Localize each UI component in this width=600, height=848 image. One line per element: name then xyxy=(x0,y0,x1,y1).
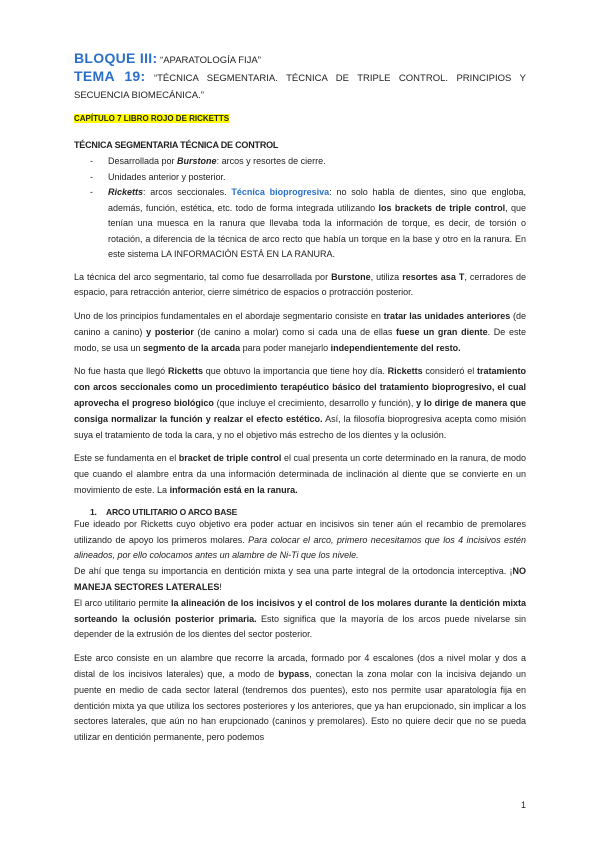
bullet-item: - Desarrollada por Burstone: arcos y resortes de cierre. xyxy=(74,154,526,170)
paragraph-ricketts: No fue hasta que llegó Ricketts que obtuvo la importancia que tiene hoy día. Ricketts consideró el tratamiento con arcos seccionales como un procedimiento terapéutico básico del tratamiento bioprogresivo, el cual aprovecha el progreso biológico (que incluye el crecimiento, desarrollo y función), y lo dirige de manera que consiga normalizar la función y realzar el efecto estético. Así, la filosofía bioprogresiva acepta como misión suya el tratamiento de toda la cara, y no el objetivo más estrecho de los dientes y la oclusión. xyxy=(74,366,527,440)
paragraph-triple-control: Este se fundamenta en el bracket de triple control el cual presenta un corte determinado en la ranura, de modo que cuando el alambre entra da una información determinada de inclinación al diente que se convierte en un movimiento de este. La información está en la ranura. xyxy=(74,453,526,496)
page-number: 1 xyxy=(520,800,526,810)
chapter-note-highlight: CAPÍTULO 7 LIBRO ROJO DE RICKETTS xyxy=(74,114,230,123)
paragraph-denticion-mixta: De ahí que tenga su importancia en dentición mixta y sea una parte integral de la ortodoncia interceptiva. ¡NO MANEJA SECTORES LATERALES! xyxy=(74,566,526,593)
tema-line xyxy=(74,68,526,104)
bloque-label: BLOQUE III: xyxy=(74,50,158,66)
bloque-title: “APARATOLOGÍA FIJA” xyxy=(157,55,261,66)
section-heading-segmentaria: TÉCNICA SEGMENTARIA TÉCNICA DE CONTROL xyxy=(74,140,279,150)
highlight-bioprogresiva: Técnica bioprogresiva xyxy=(231,187,330,197)
tema-label: TEMA 19: xyxy=(74,68,146,84)
section-heading-arco-utilitario: 1. ARCO UTILITARIO O ARCO BASE xyxy=(90,506,238,517)
paragraph-arco-permite: El arco utilitario permite la alineación de los incisivos y el control de los molares durante la dentición mixta sorteando la oclusión posterior primaria. Esto significa que la mayoría de los arcos puede nivelarse sin depender de la extrusión de los dientes del sector posterior. xyxy=(74,597,526,640)
paragraph-principios: Uno de los principios fundamentales en el abordaje segmentario consiste en tratar las unidades anteriores (de canino a canino) y posterior (de canino a molar) como si cada una de ellas fuese un gran diente. De este modo, se usa un segmento de la arcada para poder manejarlo independientemente del resto. xyxy=(74,311,527,353)
bloque-line xyxy=(74,50,526,66)
section1-bullet-list xyxy=(74,154,526,263)
tema-title: “TÉCNICA SEGMENTARIA. TÉCNICA DE TRIPLE CONTROL. PRINCIPIOS Y SECUENCIA BIOMECÁNICA.” xyxy=(74,73,526,101)
paragraph-arco-segmentario: La técnica del arco segmentario, tal como fue desarrollada por Burstone, utiliza resortes asa T, cerradores de espacio, para retracción anterior, cierre simétrico de espacios o protracción posterior. xyxy=(74,271,526,298)
bullet-item: - Ricketts: arcos seccionales. Técnica bioprogresiva: no solo habla de dientes, sino que engloba, además, función, estética, etc. todo de forma integrada utilizando los brackets de triple control, que tenían una muesca en la ranura que llevaba toda la información de torque, es decir, de torsión o rotación, a diferencia de la técnica de arco recto que había un torque en la base y otro en la ranura. En este sistema LA INFORMACIÓN ESTÁ EN LA RANURA. xyxy=(74,185,526,263)
paragraph-arco-consiste: Este arco consiste en un alambre que recorre la arcada, formado por 4 escalones (dos a nivel molar y dos a distal de los incisivos laterales) que, a modo de bypass, conectan la zona molar con la incisiva dejando un puente en medio de cada sector lateral (tendremos dos puentes), esto nos permite usar aparatología fija en dentición mixta ya que utiliza los sectores posteriores y los anteriores, que ya han erupcionado, sin implicar a los sectores laterales, que aún no han erupcionado (caninos y premolares). Esto no quiere decir que no se pueda utilizar en dentición permanente, pero podemos xyxy=(74,653,526,743)
chapter-note xyxy=(74,114,526,123)
paragraph-ideado: Fue ideado por Ricketts cuyo objetivo era poder actuar en incisivos sin tener aún el recambio de premolares utilizando de apoyo los primeros molares. Para colocar el arco, primero necesitamos que los 4 incisivos estén alineados, por ello colocamos antes un alambre de Ni-Ti que los nivele. xyxy=(74,518,527,561)
bullet-item: - Unidades anterior y posterior. xyxy=(74,170,526,186)
